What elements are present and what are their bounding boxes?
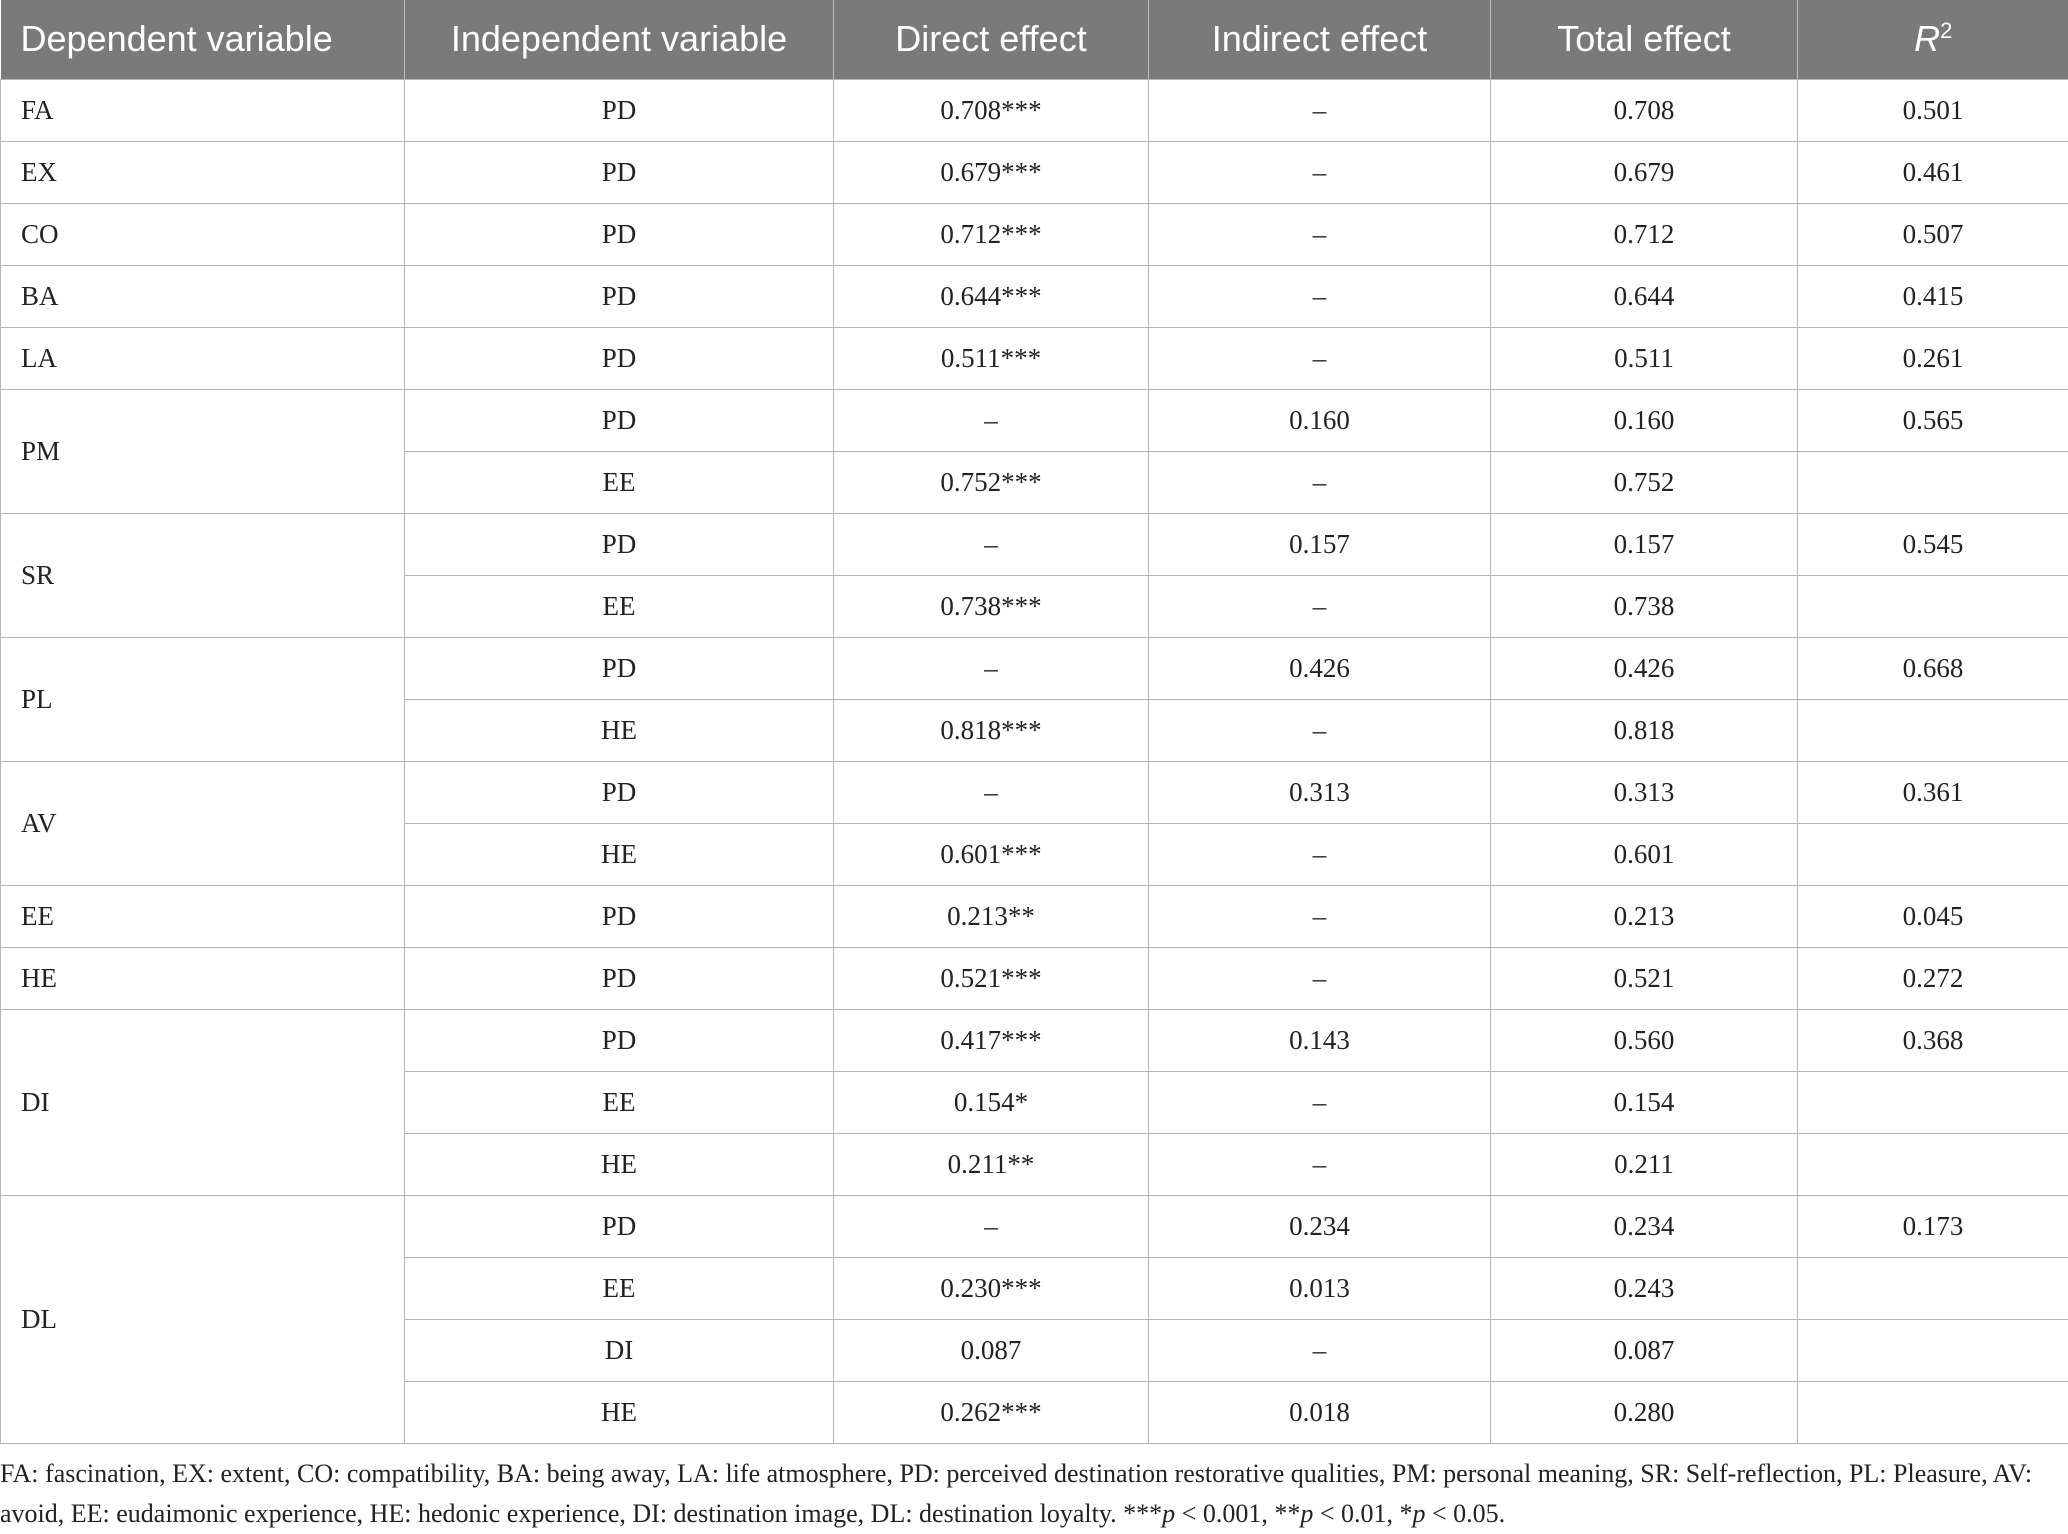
cell-indirect-effect: – [1149,699,1491,761]
cell-indirect-effect: 0.157 [1149,513,1491,575]
header-indirect-effect: Indirect effect [1149,0,1491,79]
cell-indirect-effect: 0.013 [1149,1257,1491,1319]
cell-independent-variable: PD [405,885,834,947]
cell-r-squared [1798,1319,2068,1381]
cell-r-squared [1798,451,2068,513]
table-body [1,79,2068,1443]
header-independent-variable: Independent variable [405,0,834,79]
footnote-abbreviations: FA: fascination, EX: extent, CO: compatibility, BA: being away, LA: life atmosphere, PD: perceived destination restorative qualities, PM: personal meaning, SR: Self-reflection, PL: Pleasure, AV: avoid, EE: eudaimonic experience, HE: hedonic experience, DI: destination image, DL: destination loyalty. [0,1459,2033,1528]
cell-independent-variable: PD [405,265,834,327]
cell-indirect-effect: – [1149,575,1491,637]
cell-direct-effect: 0.211** [834,1133,1149,1195]
cell-independent-variable: PD [405,1009,834,1071]
footnote-sig2-threshold: < 0.01, [1313,1499,1400,1528]
cell-total-effect: 0.511 [1491,327,1798,389]
table-row [1,513,2068,575]
cell-dependent-variable: SR [1,513,405,637]
cell-independent-variable: PD [405,389,834,451]
cell-total-effect: 0.160 [1491,389,1798,451]
cell-independent-variable: DI [405,1319,834,1381]
cell-dependent-variable: EE [1,885,405,947]
cell-direct-effect: 0.521*** [834,947,1149,1009]
cell-direct-effect: 0.738*** [834,575,1149,637]
cell-total-effect: 0.712 [1491,203,1798,265]
footnote-sig2-stars: ** [1274,1499,1301,1528]
cell-dependent-variable: FA [1,79,405,141]
cell-independent-variable: PD [405,947,834,1009]
header-row [1,0,2068,79]
cell-total-effect: 0.243 [1491,1257,1798,1319]
cell-dependent-variable: PL [1,637,405,761]
cell-direct-effect: – [834,389,1149,451]
cell-indirect-effect: – [1149,79,1491,141]
cell-indirect-effect: – [1149,947,1491,1009]
cell-dependent-variable: DI [1,1009,405,1195]
cell-independent-variable: EE [405,1257,834,1319]
footnote-sig3-stars: * [1399,1499,1413,1528]
cell-r-squared: 0.565 [1798,389,2068,451]
cell-independent-variable: PD [405,141,834,203]
cell-direct-effect: 0.712*** [834,203,1149,265]
table-row [1,947,2068,1009]
table-row [1,1195,2068,1257]
cell-direct-effect: 0.154* [834,1071,1149,1133]
cell-direct-effect: 0.087 [834,1319,1149,1381]
cell-indirect-effect: – [1149,1071,1491,1133]
cell-r-squared: 0.461 [1798,141,2068,203]
footnote-sig3-p: p [1412,1499,1426,1528]
cell-total-effect: 0.601 [1491,823,1798,885]
table-row [1,389,2068,451]
footnote-sig2-p: p [1300,1499,1314,1528]
cell-dependent-variable: AV [1,761,405,885]
cell-independent-variable: EE [405,451,834,513]
table-row [1,1009,2068,1071]
table-footnote [0,1454,2060,1534]
cell-direct-effect: – [834,513,1149,575]
cell-r-squared: 0.173 [1798,1195,2068,1257]
cell-independent-variable: PD [405,203,834,265]
header-dependent-variable: Dependent variable [20,18,333,60]
cell-direct-effect: 0.601*** [834,823,1149,885]
cell-independent-variable: HE [405,699,834,761]
cell-direct-effect: 0.679*** [834,141,1149,203]
cell-dependent-variable: HE [1,947,405,1009]
cell-direct-effect: 0.752*** [834,451,1149,513]
cell-independent-variable: HE [405,1381,834,1443]
cell-r-squared: 0.415 [1798,265,2068,327]
cell-independent-variable: PD [405,1195,834,1257]
cell-r-squared: 0.501 [1798,79,2068,141]
cell-indirect-effect: 0.018 [1149,1381,1491,1443]
cell-independent-variable: EE [405,1071,834,1133]
cell-total-effect: 0.280 [1491,1381,1798,1443]
header-total-effect: Total effect [1491,0,1798,79]
table-row [1,327,2068,389]
cell-indirect-effect: – [1149,885,1491,947]
cell-indirect-effect: – [1149,823,1491,885]
cell-total-effect: 0.679 [1491,141,1798,203]
cell-dependent-variable: CO [1,203,405,265]
cell-r-squared: 0.272 [1798,947,2068,1009]
footnote-sig1-threshold: < 0.001, [1175,1499,1275,1528]
cell-total-effect: 0.708 [1491,79,1798,141]
cell-direct-effect: – [834,761,1149,823]
cell-r-squared: 0.368 [1798,1009,2068,1071]
footnote-sig1-stars: *** [1123,1499,1163,1528]
cell-independent-variable: HE [405,1133,834,1195]
cell-r-squared: 0.668 [1798,637,2068,699]
cell-independent-variable: PD [405,513,834,575]
cell-r-squared [1798,575,2068,637]
cell-direct-effect: 0.417*** [834,1009,1149,1071]
r-squared-symbol: R [1914,18,1941,60]
cell-indirect-effect: 0.160 [1149,389,1491,451]
cell-dependent-variable: LA [1,327,405,389]
header-r-squared [1798,0,2068,79]
cell-indirect-effect: – [1149,203,1491,265]
cell-independent-variable: PD [405,637,834,699]
cell-r-squared: 0.261 [1798,327,2068,389]
cell-r-squared [1798,699,2068,761]
cell-indirect-effect: – [1149,265,1491,327]
r-squared-exponent: 2 [1940,18,1953,44]
cell-indirect-effect: – [1149,1133,1491,1195]
cell-indirect-effect: 0.313 [1149,761,1491,823]
cell-total-effect: 0.087 [1491,1319,1798,1381]
cell-r-squared [1798,1071,2068,1133]
cell-total-effect: 0.211 [1491,1133,1798,1195]
cell-r-squared [1798,1257,2068,1319]
table-row [1,637,2068,699]
header-direct-effect: Direct effect [834,0,1149,79]
cell-direct-effect: – [834,1195,1149,1257]
cell-total-effect: 0.738 [1491,575,1798,637]
cell-indirect-effect: – [1149,141,1491,203]
cell-total-effect: 0.644 [1491,265,1798,327]
cell-direct-effect: 0.213** [834,885,1149,947]
cell-direct-effect: 0.818*** [834,699,1149,761]
table-row [1,203,2068,265]
cell-total-effect: 0.313 [1491,761,1798,823]
cell-total-effect: 0.234 [1491,1195,1798,1257]
cell-indirect-effect: 0.234 [1149,1195,1491,1257]
cell-r-squared [1798,1133,2068,1195]
cell-dependent-variable: BA [1,265,405,327]
cell-independent-variable: EE [405,575,834,637]
cell-total-effect: 0.213 [1491,885,1798,947]
cell-dependent-variable: EX [1,141,405,203]
cell-independent-variable: PD [405,761,834,823]
cell-indirect-effect: 0.426 [1149,637,1491,699]
cell-indirect-effect: – [1149,327,1491,389]
table-row [1,79,2068,141]
cell-r-squared: 0.361 [1798,761,2068,823]
footnote-sig1-p: p [1162,1499,1176,1528]
cell-total-effect: 0.426 [1491,637,1798,699]
cell-direct-effect: 0.262*** [834,1381,1149,1443]
cell-total-effect: 0.521 [1491,947,1798,1009]
cell-independent-variable: PD [405,79,834,141]
cell-total-effect: 0.818 [1491,699,1798,761]
cell-direct-effect: 0.708*** [834,79,1149,141]
cell-direct-effect: – [834,637,1149,699]
cell-indirect-effect: 0.143 [1149,1009,1491,1071]
cell-dependent-variable: DL [1,1195,405,1443]
cell-r-squared [1798,1381,2068,1443]
table-row [1,265,2068,327]
cell-direct-effect: 0.230*** [834,1257,1149,1319]
cell-r-squared [1798,823,2068,885]
cell-direct-effect: 0.511*** [834,327,1149,389]
cell-indirect-effect: – [1149,451,1491,513]
table-header [1,0,2068,79]
cell-total-effect: 0.560 [1491,1009,1798,1071]
cell-total-effect: 0.154 [1491,1071,1798,1133]
cell-total-effect: 0.157 [1491,513,1798,575]
cell-r-squared: 0.045 [1798,885,2068,947]
cell-independent-variable: PD [405,327,834,389]
cell-indirect-effect: – [1149,1319,1491,1381]
table-row [1,141,2068,203]
table-row [1,885,2068,947]
cell-direct-effect: 0.644*** [834,265,1149,327]
cell-total-effect: 0.752 [1491,451,1798,513]
footnote-sig3-threshold: < 0.05. [1425,1499,1506,1528]
cell-independent-variable: HE [405,823,834,885]
cell-r-squared: 0.545 [1798,513,2068,575]
table-row [1,761,2068,823]
cell-r-squared: 0.507 [1798,203,2068,265]
cell-dependent-variable: PM [1,389,405,513]
